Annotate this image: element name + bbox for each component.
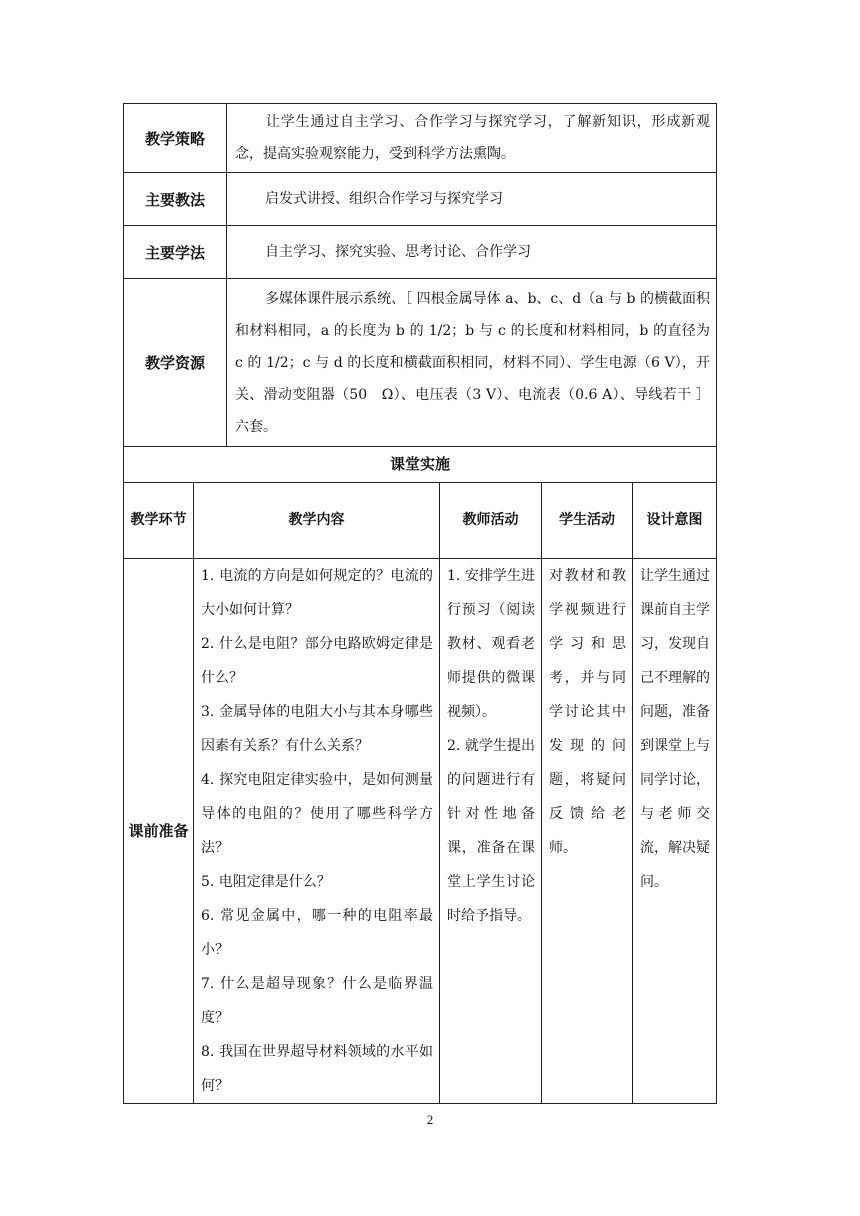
list-item: 1. 安排学生进行预习（阅读教材、观看老师提供的微课视频）。	[447, 567, 535, 720]
row-text-teaching-method: 启发式讲授、组织合作学习与探究学习	[227, 173, 717, 226]
intent-cell: 让学生通过课前自主学习，发现自己不理解的问题，准备到课堂上与同学讨论，与老师交流，解决疑问。	[633, 558, 717, 1103]
list-item: 4. 探究电阻定律实验中，是如何测量导体的电阻的？使用了哪些科学方法？	[201, 771, 433, 856]
table-row	[124, 558, 717, 1103]
list-item: 3. 金属导体的电阻大小与其本身哪些因素有关系？有什么关系？	[201, 703, 433, 754]
content-cell	[194, 558, 440, 1103]
list-item: 6. 常见金属中，哪一种的电阻率最小？	[201, 907, 433, 958]
row-text-strategy: 让学生通过自主学习、合作学习与探究学习，了解新知识，形成新观念，提高实验观察能力，受到科学方法熏陶。	[227, 104, 717, 173]
table-row	[124, 226, 717, 279]
row-text-resources: 多媒体课件展示系统、［ 四根金属导体 a、b、c、d（a 与 b 的横截面积和材料相同，a 的长度为 b 的 1/2；b 与 c 的长度和材料相同，b 的直径为 c 的 1/2；c 与 d 的长度和横截面积相同，材料不同）、学生电源（6 V），开关、滑动变阻器（50 Ω）、电压表（3 V）、电流表（0.6 A）、导线若干 ］六套。	[227, 279, 717, 447]
column-header-intent: 设计意图	[633, 482, 717, 558]
table-row	[124, 173, 717, 226]
row-label-resources: 教学资源	[124, 279, 227, 447]
list-item: 7. 什么是超导现象？什么是临界温度？	[201, 975, 433, 1026]
list-item: 8. 我国在世界超导材料领域的水平如何？	[201, 1043, 433, 1094]
column-header-teacher: 教师活动	[440, 482, 542, 558]
list-item: 2. 就学生提出的问题进行有针对性地备课，准备在课堂上学生讨论时给予指导。	[447, 737, 535, 924]
row-label-learning-method: 主要学法	[124, 226, 227, 279]
section-title: 课堂实施	[124, 446, 717, 482]
list-item: 1. 电流的方向是如何规定的？电流的大小如何计算？	[201, 567, 433, 618]
row-label-teaching-method: 主要教法	[124, 173, 227, 226]
column-header-content: 教学内容	[194, 482, 440, 558]
list-item: 2. 什么是电阻？部分电路欧姆定律是什么？	[201, 635, 433, 686]
table-row	[124, 104, 717, 173]
row-text-learning-method: 自主学习、探究实验、思考讨论、合作学习	[227, 226, 717, 279]
column-header-stage: 教学环节	[124, 482, 194, 558]
student-cell: 对教材和教学视频进行学习和思考，并与同学讨论其中发现的问题，将疑问反馈给老师。	[542, 558, 633, 1103]
table-row	[124, 446, 717, 482]
classroom-implementation-table	[123, 446, 717, 1104]
column-header-student: 学生活动	[542, 482, 633, 558]
table-row	[124, 279, 717, 447]
page-number: 2	[426, 1112, 434, 1127]
teacher-cell	[440, 558, 542, 1103]
lesson-info-table	[123, 103, 717, 447]
row-label-strategy: 教学策略	[124, 104, 227, 173]
stage-name: 课前准备	[124, 558, 194, 1103]
table-header-row	[124, 482, 717, 558]
list-item: 5. 电阻定律是什么？	[201, 873, 331, 890]
